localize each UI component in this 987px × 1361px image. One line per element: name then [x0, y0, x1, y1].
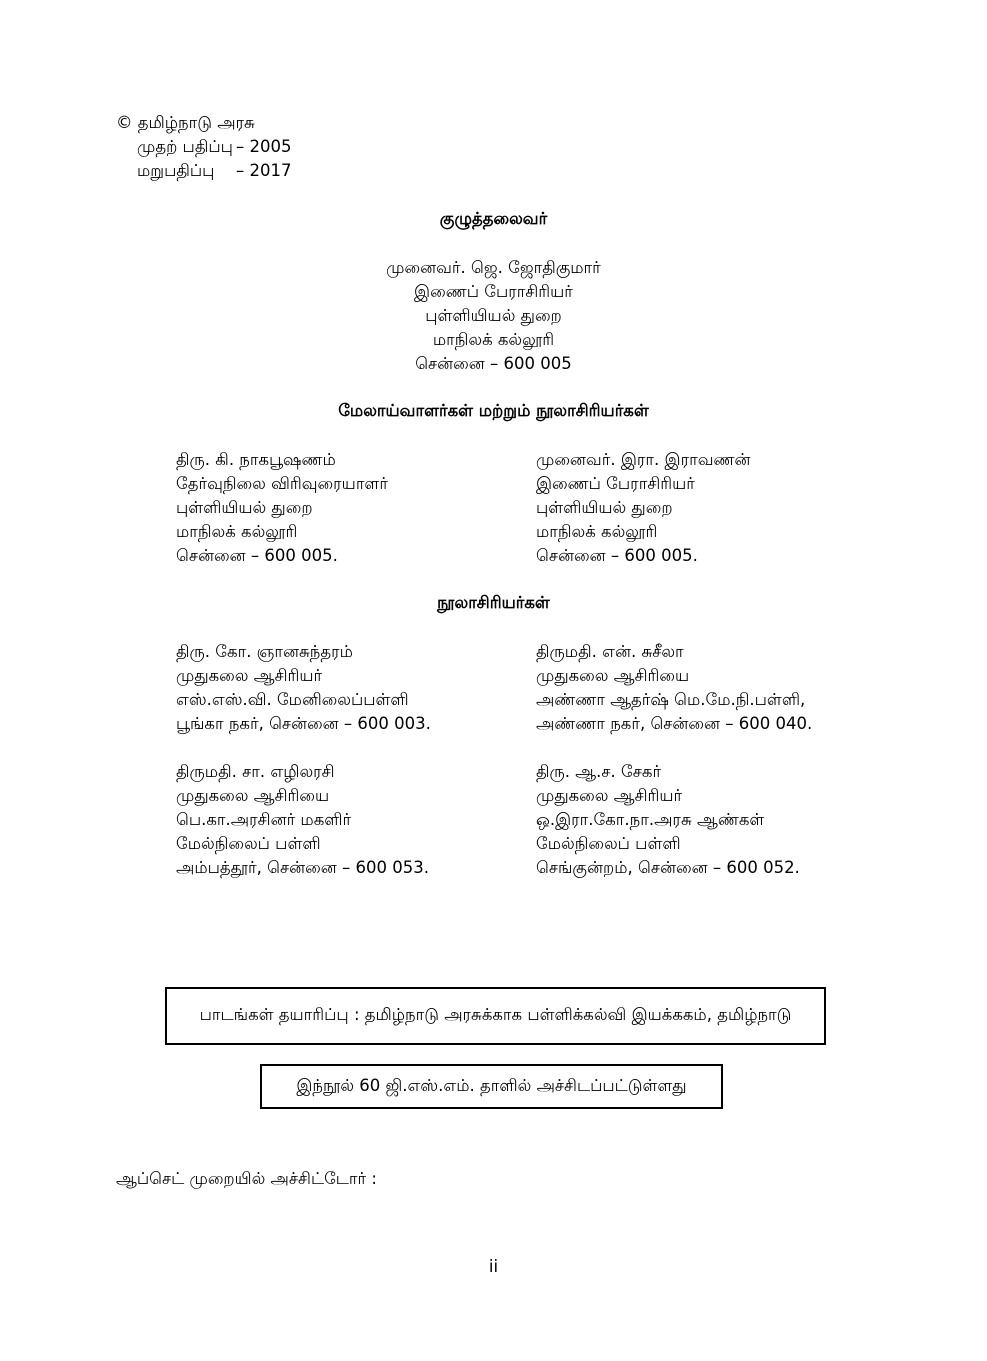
preparation-box	[165, 987, 826, 1045]
first-edition-label: முதற் பதிப்பு	[137, 137, 233, 156]
printer-label: ஆப்செட் முறையில் அச்சிட்டோர் :	[116, 1169, 377, 1188]
author-city: செங்குன்றம், சென்னை – 600 052.	[536, 858, 800, 877]
reviewer-left-college: மாநிலக் கல்லூரி	[176, 522, 298, 541]
author-row2-right	[536, 760, 800, 880]
author-row1-right	[536, 640, 812, 736]
copyright-owner: © தமிழ்நாடு அரசு	[116, 113, 255, 132]
author-name: திரு. கோ. ஞானசுந்தரம்	[176, 642, 353, 661]
chairperson-department: புள்ளியியல் துறை	[425, 306, 562, 325]
author-designation: முதுகலை ஆசிரியர்	[536, 786, 683, 805]
reviewer-left	[176, 448, 388, 568]
author-school-type: மேல்நிலைப் பள்ளி	[536, 834, 681, 853]
author-name: திருமதி. சா. எழிலரசி	[176, 762, 335, 781]
author-row2-left	[176, 760, 429, 880]
author-school: பெ.கா.அரசினர் மகளிர்	[176, 810, 352, 829]
chairperson-heading: குழுத்தலைவர்	[439, 209, 548, 228]
author-designation: முதுகலை ஆசிரியை	[176, 786, 330, 805]
reprint-label: மறுபதிப்பு	[137, 161, 215, 180]
author-name: திருமதி. என். சுசீலா	[536, 642, 684, 661]
author-school-type: மேல்நிலைப் பள்ளி	[176, 834, 321, 853]
author-designation: முதுகலை ஆசிரியர்	[176, 666, 323, 685]
paper-info-box	[260, 1064, 723, 1109]
reviewer-right-college: மாநிலக் கல்லூரி	[536, 522, 658, 541]
reviewer-right-department: புள்ளியியல் துறை	[536, 498, 673, 517]
preparation-text: பாடங்கள் தயாரிப்பு : தமிழ்நாடு அரசுக்காக பள்ளிக்கல்வி இயக்ககம், தமிழ்நாடு	[199, 1005, 792, 1024]
reviewer-left-designation: தேர்வுநிலை விரிவுரையாளர்	[176, 474, 388, 493]
reviewer-right	[536, 448, 751, 568]
reviewer-left-name: திரு. கி. நாகபூஷணம்	[176, 450, 336, 469]
paper-info-text: இந்நூல் 60 ஜி.எஸ்.எம். தாளில் அச்சிடப்பட்டுள்ளது	[296, 1075, 687, 1095]
author-city: அண்ணா நகர், சென்னை – 600 040.	[536, 714, 813, 733]
author-school: அண்ணா ஆதர்ஷ் மெ.மே.நி.பள்ளி,	[536, 690, 806, 709]
author-designation: முதுகலை ஆசிரியை	[536, 666, 690, 685]
page-number: ii	[488, 1257, 499, 1276]
chairperson-city: சென்னை – 600 005	[415, 354, 572, 373]
reviewer-right-city: சென்னை – 600 005.	[536, 546, 698, 565]
chairperson-block	[0, 256, 987, 376]
authors-heading: நூலாசிரியர்கள்	[437, 593, 550, 612]
author-city: அம்பத்தூர், சென்னை – 600 053.	[176, 858, 429, 877]
chairperson-college: மாநிலக் கல்லூரி	[432, 330, 555, 349]
author-school: எஸ்.எஸ்.வி. மேனிலைப்பள்ளி	[176, 690, 409, 709]
first-edition-year: – 2005	[236, 137, 292, 156]
reviewer-right-name: முனைவர். இரா. இராவணன்	[536, 450, 751, 469]
reviewers-heading: மேலாய்வாளர்கள் மற்றும் நூலாசிரியர்கள்	[338, 401, 649, 420]
author-name: திரு. ஆ.ச. சேகர்	[536, 762, 662, 781]
reviewer-left-department: புள்ளியியல் துறை	[176, 498, 313, 517]
author-city: பூங்கா நகர், சென்னை – 600 003.	[176, 714, 431, 733]
author-school: ஒ.இரா.கோ.நா.அரசு ஆண்கள்	[536, 810, 765, 829]
reviewer-right-designation: இணைப் பேராசிரியர்	[536, 474, 695, 493]
reviewer-left-city: சென்னை – 600 005.	[176, 546, 338, 565]
reprint-year: – 2017	[236, 161, 292, 180]
author-row1-left	[176, 640, 431, 736]
chairperson-name: முனைவர். ஜெ. ஜோதிகுமார்	[386, 258, 601, 277]
chairperson-designation: இணைப் பேராசிரியர்	[414, 282, 573, 301]
